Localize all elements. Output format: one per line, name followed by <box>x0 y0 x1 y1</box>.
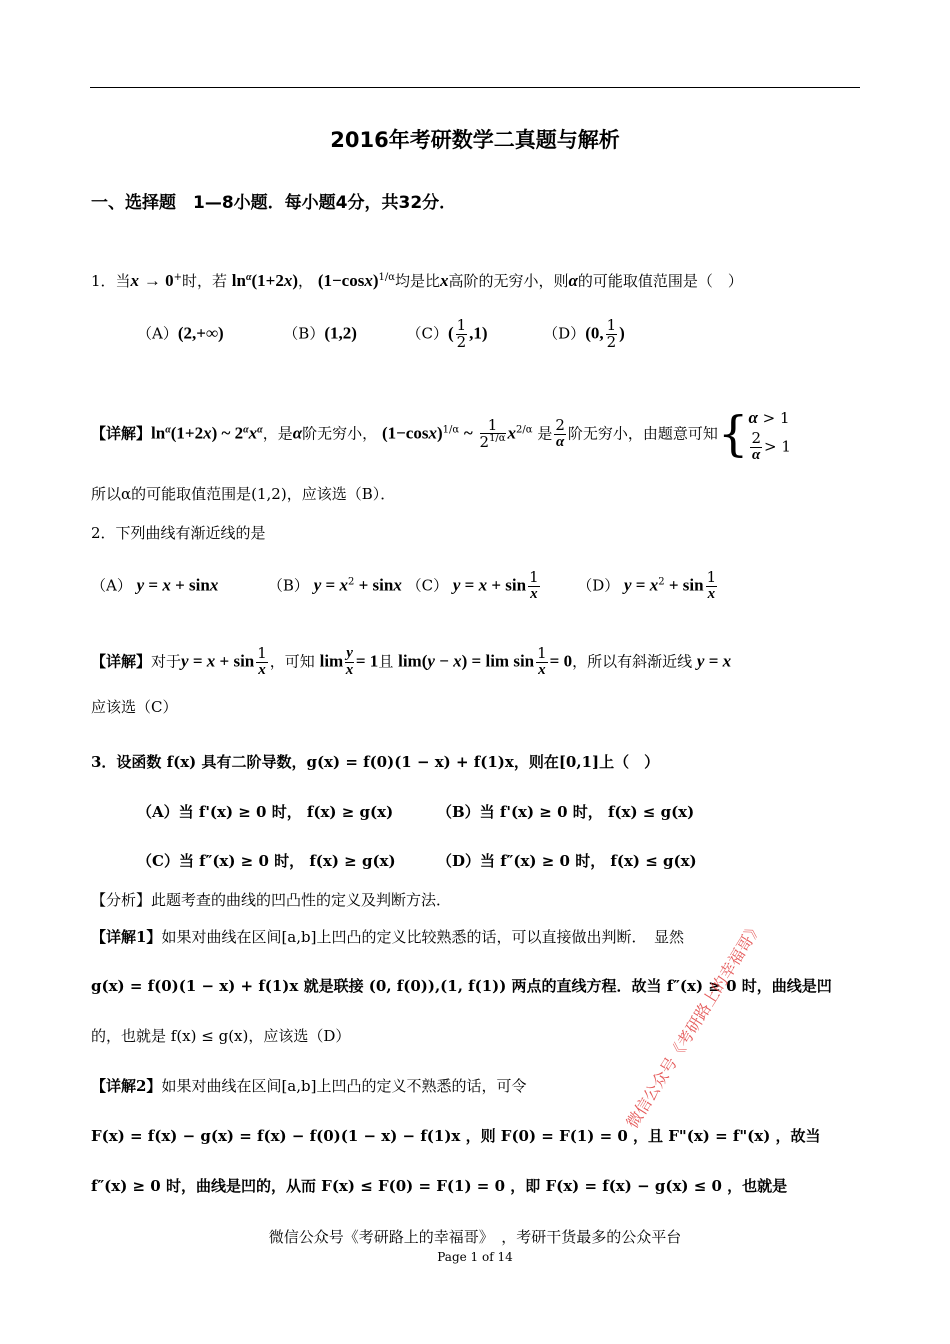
q3-detail2-line2: F(x) = f(x) − g(x) = f(x) − f(0)(1 − x) − f(1)x ，则 F(0) = F(1) = 0 ，且 F"(x) = f"(x) ，故当 <box>91 1127 821 1145</box>
q3-stem: 3．设函数 f(x) 具有二阶导数，g(x) = f(0)(1 − x) + f(1)x，则在[0,1]上（ ） <box>91 753 660 771</box>
footer-text: 微信公众号《考研路上的幸福哥》 ，考研干货最多的公众平台 <box>268 1228 682 1246</box>
q1-conclusion: 所以α的可能取值范围是(1,2)，应该选（B）． <box>91 485 396 503</box>
q2-detail: 【详解】对于y = x + sin $\frac{1}{x}$ ，可知 lim $\frac{y}{x}$ = 1且 lim(y − x) = lim sin $\frac{1}{x}$ = 0，所以有斜渐近线 y = x <box>91 644 732 678</box>
q1-stem: 1．当x → 0+时，若 $\ln^\alpha(1+2x)$， $(1-\cos x)^{1/\alpha}$均是比x高阶的无穷小，则α的可能取值范围是（ ） <box>91 271 743 290</box>
q2-stem: 2．下列曲线有渐近线的是 <box>91 524 266 542</box>
q1-detail: 【详解】$\ln^\alpha(1+2x)$ ~ $2^\alpha x^\alpha$，是α阶无穷小， $(1-\cos x)^{1/\alpha}$ ~ $\frac{1}{2^{1/\alpha}}$ $x^{2/\alpha}$ 是 $\frac{2}{\alpha}$ 阶无穷小，由题意可知{ α > 1 $\frac{2}{\alpha}$ > 1 <box>91 406 791 463</box>
q3-detail1-line3: 的，也就是 f(x) ≤ g(x)，应该选（D） <box>91 1027 351 1045</box>
q1-options: （A）(2,+∞) （B）(1,2) （C）( $\frac{1}{2}$ ,1) （D）(0, $\frac{1}{2}$ ) <box>137 316 625 351</box>
page-number: Page 1 of 14 <box>437 1250 513 1264</box>
page-title: 2016年考研数学二真题与解析 <box>330 128 620 152</box>
q2-answer: 应该选（C） <box>91 698 178 716</box>
header-rule <box>90 87 860 88</box>
q3-detail1: 【详解1】如果对曲线在区间[a,b]上凹凸的定义比较熟悉的话，可以直接做出判断． 显然 <box>91 928 684 946</box>
q3-detail2: 【详解2】如果对曲线在区间[a,b]上凹凸的定义不熟悉的话，可令 <box>91 1077 527 1095</box>
q2-options: （A） y = x + sinx （B） $y = x^2 + \sin x$ （C） y = x + sin $\frac{1}{x}$ （D） $y = x^2 + \sin$ $\frac{1}{x}$ <box>91 568 717 602</box>
q3-option-d: （D）当 f″(x) ≥ 0 时， f(x) ≤ g(x) <box>437 852 697 870</box>
q3-detail2-line3: f″(x) ≥ 0 时，曲线是凹的，从而 F(x) ≤ F(0) = F(1) = 0 ，即 F(x) = f(x) − g(x) ≤ 0 ，也就是 <box>91 1177 788 1195</box>
q3-option-a: （A）当 f'(x) ≥ 0 时， f(x) ≥ g(x) <box>137 803 394 821</box>
q3-analysis: 【分析】此题考查的曲线的凹凸性的定义及判断方法． <box>91 891 452 909</box>
q3-detail1-line2: g(x) = f(0)(1 − x) + f(1)x 就是联接 (0, f(0)),(1, f(1)) 两点的直线方程．故当 f″(x) ≥ 0 时，曲线是凹 <box>91 977 832 995</box>
section-heading: 一、选择题 1—8小题．每小题4分，共32分． <box>91 193 457 213</box>
q3-option-b: （B）当 f'(x) ≥ 0 时， f(x) ≤ g(x) <box>437 803 695 821</box>
watermark: 微信公众号《考研路上的幸福哥》 <box>622 918 766 1132</box>
q3-option-c: （C）当 f″(x) ≥ 0 时， f(x) ≥ g(x) <box>137 852 396 870</box>
